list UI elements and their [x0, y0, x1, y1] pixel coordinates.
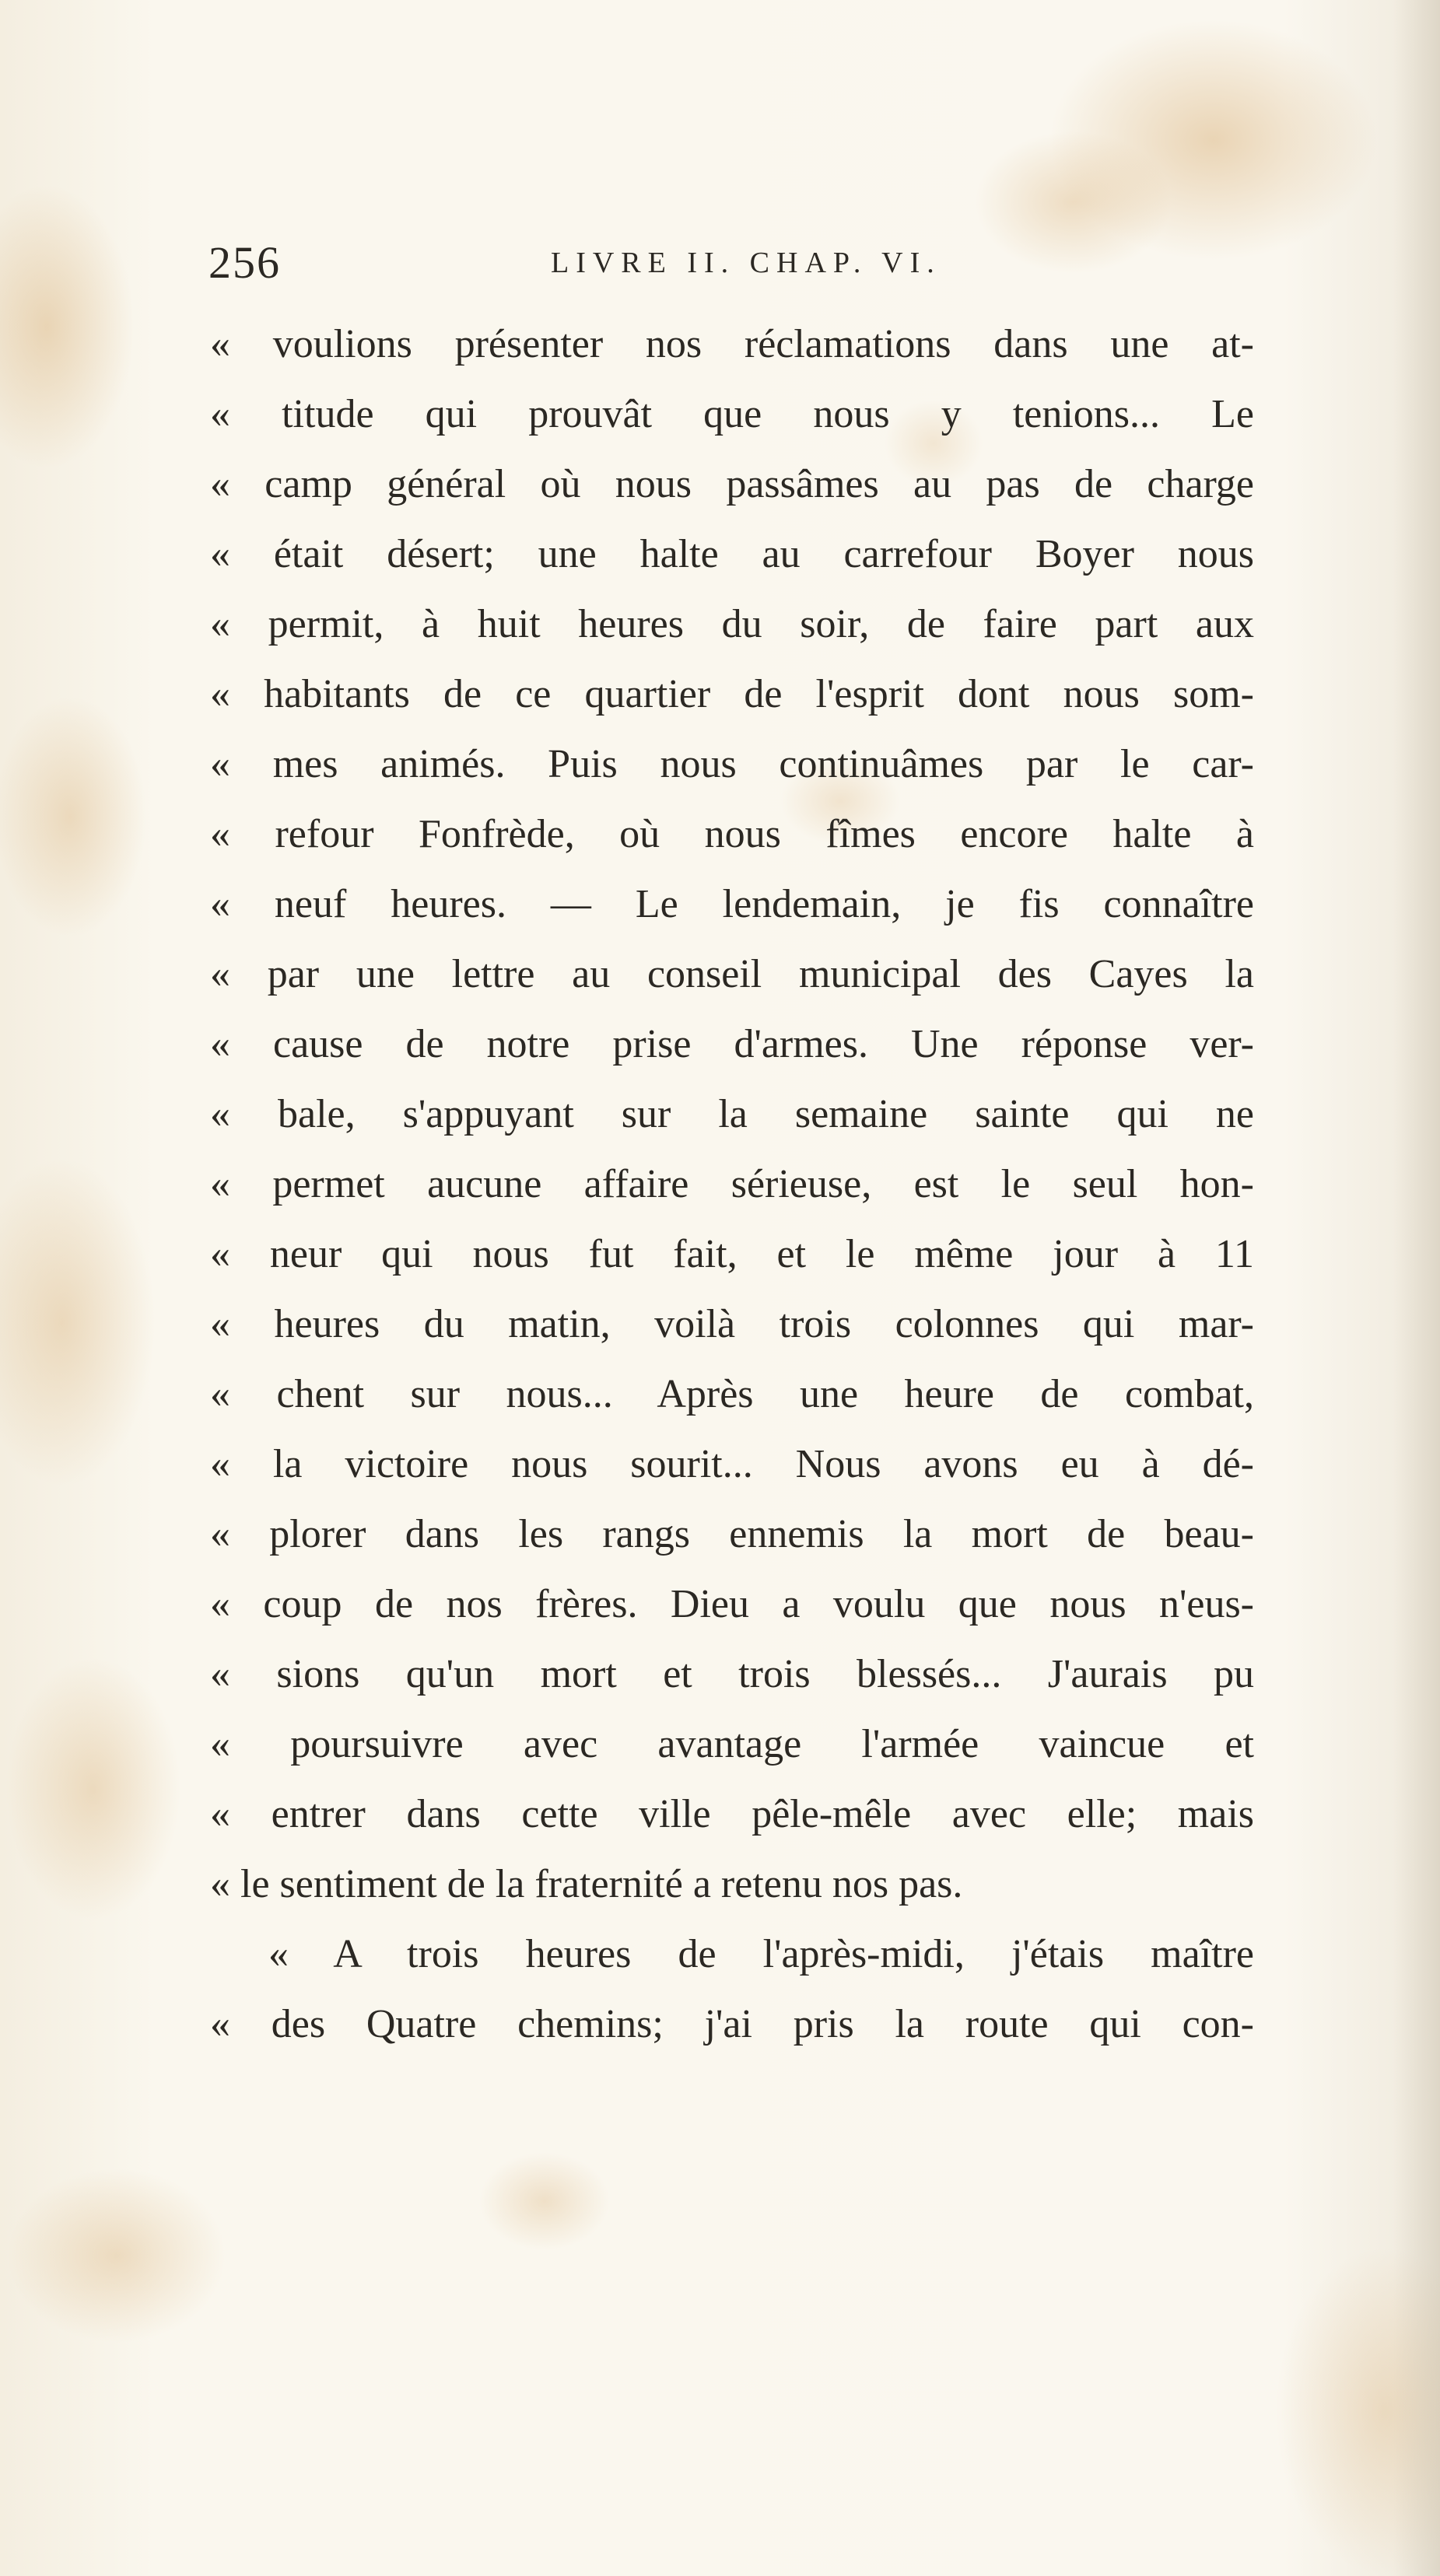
text-line: « des Quatre chemins; j'ai pris la route qui con-	[210, 2002, 1254, 2046]
text-line: « permet aucune affaire sérieuse, est le seul hon-	[210, 1162, 1254, 1206]
text-line: « chent sur nous... Après une heure de combat,	[210, 1372, 1254, 1416]
text-line: « neur qui nous fut fait, et le même jour à 11	[210, 1232, 1254, 1276]
text-line: « permit, à huit heures du soir, de faire part aux	[210, 602, 1254, 646]
body-text	[210, 310, 1254, 2060]
text-line: « coup de nos frères. Dieu a voulu que nous n'eus-	[210, 1582, 1254, 1626]
text-line: « heures du matin, voilà trois colonnes qui mar-	[210, 1302, 1254, 1346]
text-line: « cause de notre prise d'armes. Une réponse ver-	[210, 1022, 1254, 1066]
text-line: « entrer dans cette ville pêle-mêle avec elle; mais	[210, 1792, 1254, 1836]
text-line: « plorer dans les rangs ennemis la mort de beau-	[210, 1512, 1254, 1556]
page-edge-shadow	[1393, 0, 1440, 2576]
text-line: « la victoire nous sourit... Nous avons eu à dé-	[210, 1442, 1254, 1486]
text-line: « le sentiment de la fraternité a retenu nos pas.	[210, 1862, 963, 1906]
text-line: « habitants de ce quartier de l'esprit dont nous som-	[210, 672, 1254, 716]
text-line: « titude qui prouvât que nous y tenions... Le	[210, 392, 1254, 436]
page-number: 256	[208, 237, 281, 288]
text-line: « par une lettre au conseil municipal des Cayes la	[210, 952, 1254, 996]
text-line: « neuf heures. — Le lendemain, je fis connaître	[210, 882, 1254, 926]
text-line: « voulions présenter nos réclamations dans une at-	[210, 322, 1254, 366]
text-line: « sions qu'un mort et trois blessés... J'aurais pu	[210, 1652, 1254, 1696]
text-line: « était désert; une halte au carrefour Boyer nous	[210, 532, 1254, 576]
text-line: « bale, s'appuyant sur la semaine sainte qui ne	[210, 1092, 1254, 1136]
text-line: « camp général où nous passâmes au pas de charge	[210, 462, 1254, 506]
text-line: « A trois heures de l'après-midi, j'étais maître	[268, 1932, 1254, 1976]
running-head: LIVRE II. CHAP. VI.	[551, 247, 941, 279]
text-line: « poursuivre avec avantage l'armée vaincue et	[210, 1722, 1254, 1766]
page-header	[208, 232, 1259, 294]
text-line: « mes animés. Puis nous continuâmes par le car-	[210, 742, 1254, 786]
text-line: « refour Fonfrède, où nous fîmes encore halte à	[210, 812, 1254, 856]
